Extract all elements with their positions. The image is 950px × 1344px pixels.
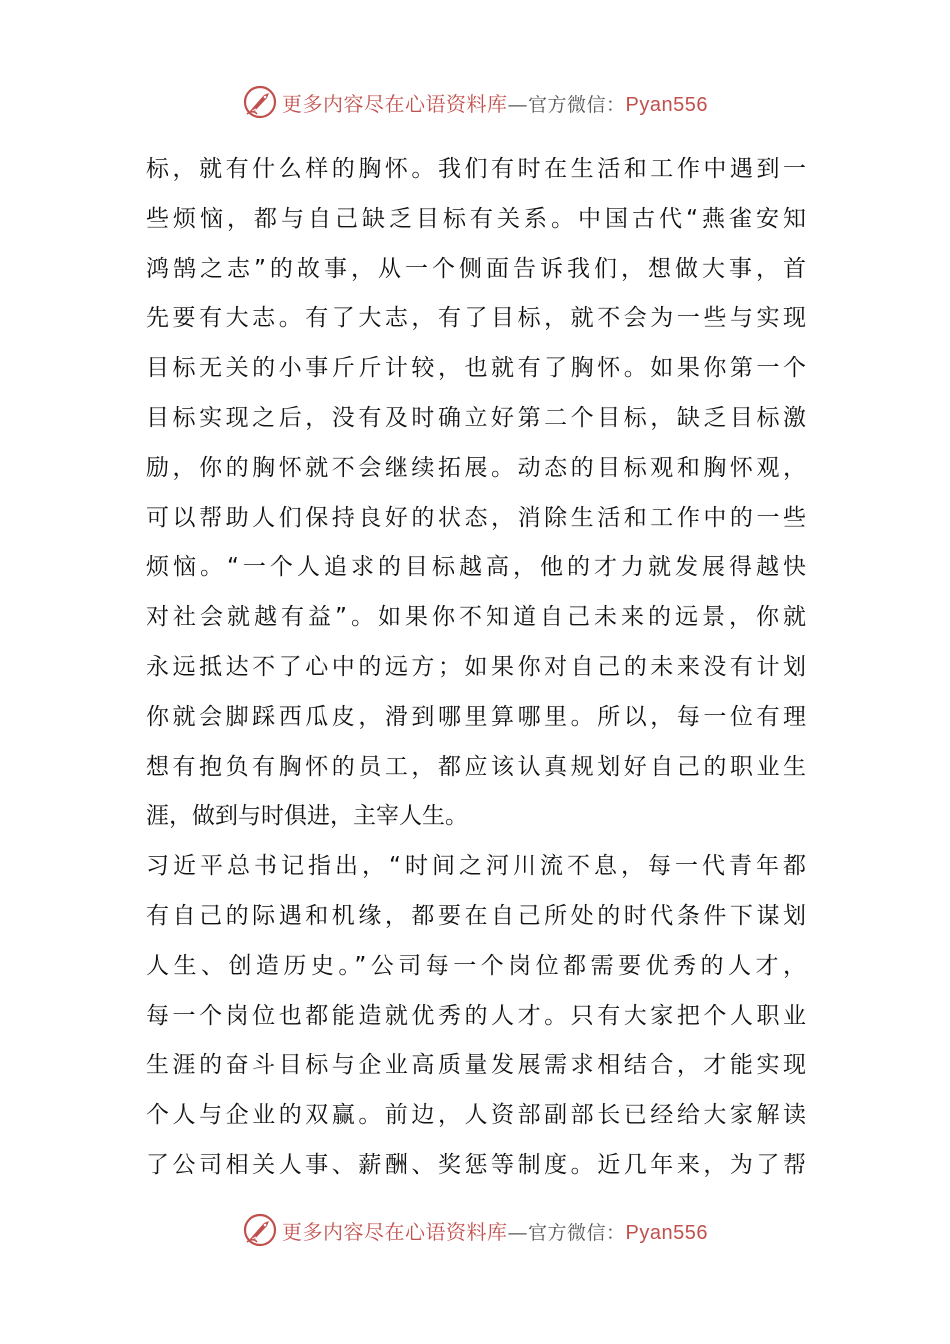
body-line-16: 有自己的际遇和机缘，都要在自己所处的时代条件下谋划: [146, 902, 806, 929]
body-line-1: 标，就有什么样的胸怀。我们有时在生活和工作中遇到一: [146, 156, 806, 182]
body-line-18: 每一个岗位也都能造就优秀的人才。只有大家把个人职业: [146, 1002, 806, 1029]
header-label: 官方微信：: [528, 93, 626, 116]
pen-nib-logo-icon: [242, 1212, 278, 1248]
footer-text: [282, 1216, 708, 1245]
header-text: [282, 88, 708, 117]
body-line-2: 些烦恼，都与自己缺乏目标有关系。中国古代“燕雀安知: [146, 205, 806, 232]
header-banner: [0, 80, 950, 124]
body-line-10: 对社会就越有益”。如果你不知道自己未来的远景，你就: [146, 604, 806, 631]
body-line-5: 目标无关的小事斤斤计较，也就有了胸怀。如果你第一个: [146, 355, 806, 382]
document-body: [146, 145, 806, 1191]
footer-site-text: 更多内容尽在心语资料库: [282, 1219, 508, 1244]
body-line-13: 想有抱负有胸怀的员工，都应该认真规划好自己的职业生: [146, 753, 806, 780]
body-line-6: 目标实现之后，没有及时确立好第二个目标，缺乏目标激: [146, 404, 806, 431]
body-line-9: 烦恼。“一个人追求的目标越高，他的才力就发展得越快: [146, 554, 806, 581]
footer-label: 官方微信：: [528, 1221, 626, 1244]
body-line-20: 个人与企业的双赢。前边，人资部副部长已经给大家解读: [146, 1102, 806, 1129]
body-line-21: 了公司相关人事、薪酬、奖惩等制度。近几年来，为了帮: [146, 1151, 806, 1178]
body-line-17: 人生、创造历史。”公司每一个岗位都需要优秀的人才，: [146, 952, 806, 979]
header-separator: —: [507, 91, 528, 116]
body-line-19: 生涯的奋斗目标与企业高质量发展需求相结合，才能实现: [146, 1052, 806, 1079]
footer-wechat-id: Pyan556: [625, 1221, 708, 1244]
body-line-14: 涯，做到与时俱进，主宰人生。: [146, 803, 468, 830]
footer-banner: [0, 1208, 950, 1252]
header-site-text: 更多内容尽在心语资料库: [282, 91, 508, 116]
body-line-11: 永远抵达不了心中的远方；如果你对自己的未来没有计划: [146, 653, 806, 680]
body-line-3: 鸿鹄之志”的故事，从一个侧面告诉我们，想做大事，首: [146, 255, 806, 282]
body-line-15: 习近平总书记指出，“时间之河川流不息，每一代青年都: [146, 853, 806, 880]
pen-nib-logo-icon: [242, 84, 278, 120]
header-wechat-id: Pyan556: [625, 93, 708, 116]
body-line-12: 你就会脚踩西瓜皮，滑到哪里算哪里。所以，每一位有理: [146, 703, 806, 730]
body-line-8: 可以帮助人们保持良好的状态，消除生活和工作中的一些: [146, 504, 806, 531]
body-line-4: 先要有大志。有了大志，有了目标，就不会为一些与实现: [146, 305, 806, 332]
body-line-7: 励，你的胸怀就不会继续拓展。动态的目标观和胸怀观，: [146, 454, 806, 481]
footer-separator: —: [507, 1219, 528, 1244]
